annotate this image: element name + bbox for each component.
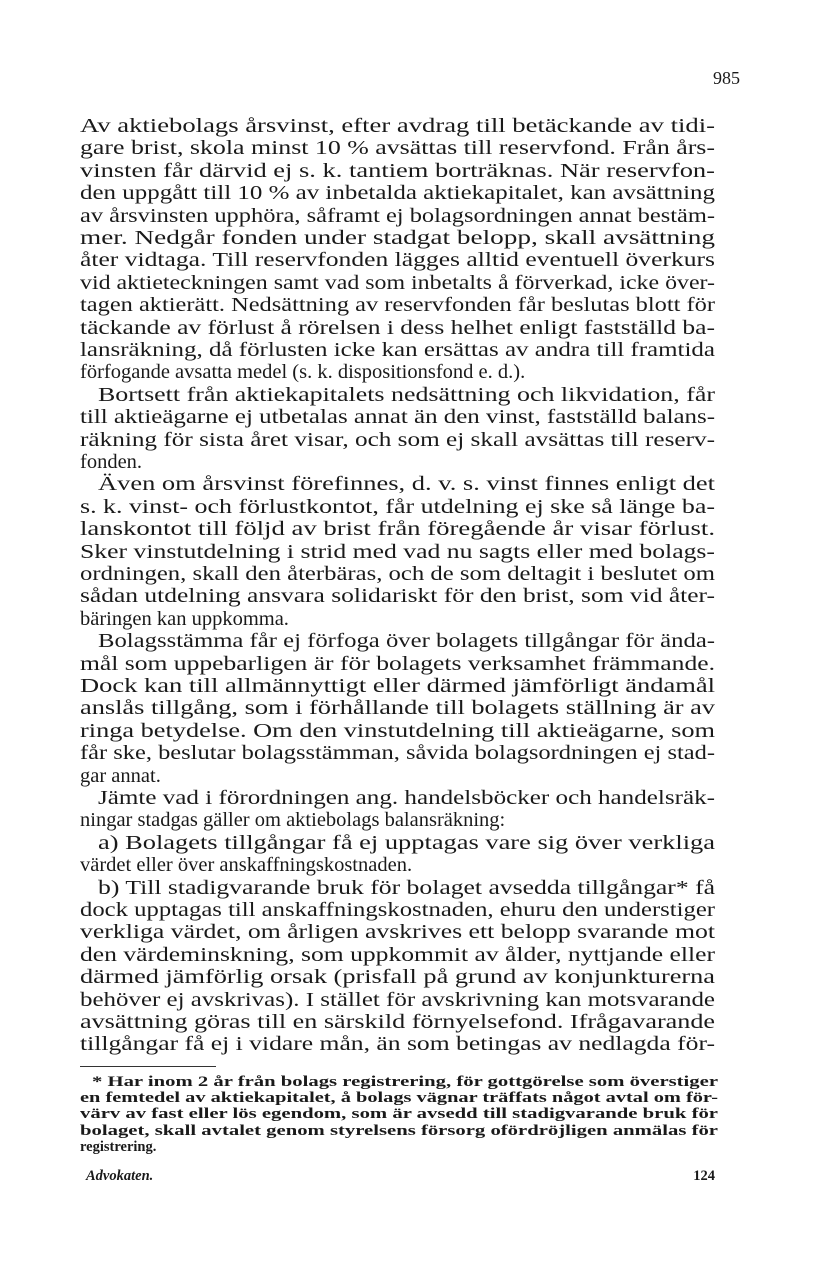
- text-line: fonden.: [80, 451, 143, 473]
- text-line: b) Till stadigvarande bruk för bolaget avsedda tillgångar* få: [98, 876, 715, 899]
- text-line: den värdeminskning, som uppkommit av ålder, nyttjande eller: [80, 943, 715, 966]
- text-line: anslås tillgång, som i förhållande till bolagets ställning är av: [80, 697, 715, 720]
- sheet-number: 124: [693, 1168, 715, 1184]
- text-line: mål som uppebarligen är för bolagets verksamhet främmande.: [80, 652, 715, 675]
- text-line: gar annat.: [80, 764, 161, 787]
- text-line: lanskontot till följd av brist från föregående år visar förlust.: [80, 518, 715, 541]
- text-line: ringa betydelse. Om den vinstutdelning till aktieägarne, som: [80, 719, 715, 742]
- text-line: tagen aktierätt. Nedsättning av reservfonden får beslutas blott för: [80, 294, 715, 317]
- text-line: s. k. vinst- och förlustkontot, får utdelning ej ske så länge ba-: [80, 495, 715, 518]
- text-line: av årsvinsten upphöra, såframt ej bolagsordningen annat bestäm-: [80, 204, 715, 227]
- footnote-line: en femtedel av aktiekapitalet, å bolags vägnar träffats något avtal om för-: [80, 1090, 718, 1107]
- text-line: täckande av förlust å rörelsen i dess helhet enligt fastställd ba-: [80, 316, 715, 339]
- footnote-line: registrering.: [80, 1138, 157, 1155]
- text-line: Även om årsvinst förefinnes, d. v. s. vinst finnes enligt det: [98, 473, 715, 496]
- text-line: åter vidtaga. Till reservfonden lägges alltid eventuell överkurs: [80, 249, 715, 272]
- text-line: vid aktieteckningen samt vad som inbetalts å förverkad, icke över-: [80, 271, 715, 294]
- text-line: verkliga värdet, om årligen avskrives ett belopp svarande mot: [80, 921, 715, 944]
- text-line: behöver ej avskrivas). I stället för avskrivning kan motsvarande: [80, 988, 715, 1011]
- text-line: ordningen, skall den återbäras, och de som deltagit i beslutet om: [80, 563, 715, 585]
- text-line: vinsten får därvid ej s. k. tantiem borträknas. När reservfon-: [80, 159, 715, 182]
- footnote-line: bolaget, skall avtalet genom styrelsens försorg ofördröjligen anmälas för: [80, 1122, 718, 1139]
- text-line: därmed jämförlig orsak (prisfall på grund av konjunkturerna: [80, 966, 715, 989]
- text-line: värdet eller över anskaffningskostnaden.: [80, 854, 413, 877]
- signature-mark: Advokaten.: [86, 1168, 154, 1184]
- text-line: Jämte vad i förordningen ang. handelsböcker och handelsräk-: [98, 787, 715, 809]
- text-line: a) Bolagets tillgångar få ej upptagas vare sig över verkliga: [98, 831, 715, 854]
- page-number: 985: [713, 68, 740, 88]
- text-line: ningar stadgas gäller om aktiebolags balansräkning:: [80, 809, 506, 832]
- text-line: avsättning göras till en särskild förnyelsefond. Ifrågavarande: [80, 1011, 715, 1033]
- text-line: Bolagsstämma får ej förfoga över bolagets tillgångar för ända-: [98, 630, 715, 653]
- text-line: tillgångar få ej i vidare mån, än som betingas av nedlagda för-: [80, 1033, 715, 1056]
- footnote-rule: [80, 1066, 216, 1067]
- text-line: gare brist, skola minst 10 % avsättas till reservfond. Från års-: [80, 137, 715, 160]
- text-line: förfogande avsatta medel (s. k. dispositionsfond e. d.).: [80, 361, 526, 384]
- text-line: den uppgått till 10 % av inbetalda aktiekapitalet, kan avsättning: [80, 182, 715, 205]
- text-line: Bortsett från aktiekapitalets nedsättning och likvidation, får: [98, 383, 715, 406]
- text-line: mer. Nedgår fonden under stadgat belopp, skall avsättning: [80, 227, 715, 249]
- text-line: lansräkning, då förlusten icke kan ersättas av andra till framtida: [80, 339, 715, 361]
- text-line: till aktieägarne ej utbetalas annat än den vinst, fastställd balans-: [80, 406, 716, 429]
- text-line: Dock kan till allmännyttigt eller därmed jämförligt ändamål: [80, 675, 715, 697]
- text-line: får ske, beslutar bolagsstämman, såvida bolagsordningen ej stad-: [80, 742, 715, 765]
- text-line: räkning för sista året visar, och som ej skall avsättas till reserv-: [80, 428, 715, 451]
- text-line: sådan utdelning ansvara solidariskt för den brist, som vid åter-: [80, 585, 715, 608]
- text-line: bäringen kan uppkomma.: [80, 607, 289, 630]
- text-line: dock upptagas till anskaffningskostnaden, ehuru den understiger: [80, 899, 715, 921]
- text-line: Sker vinstutdelning i strid med vad nu sagts eller med bolags-: [80, 540, 715, 563]
- text-line: Av aktiebolags årsvinst, efter avdrag till betäckande av tidi-: [80, 115, 715, 137]
- footnote-line: * Har inom 2 år från bolags registrering, för gottgörelse som överstiger: [92, 1074, 718, 1090]
- footnote-line: värv av fast eller lös egendom, som är avsedd till stadigvarande bruk för: [80, 1106, 718, 1123]
